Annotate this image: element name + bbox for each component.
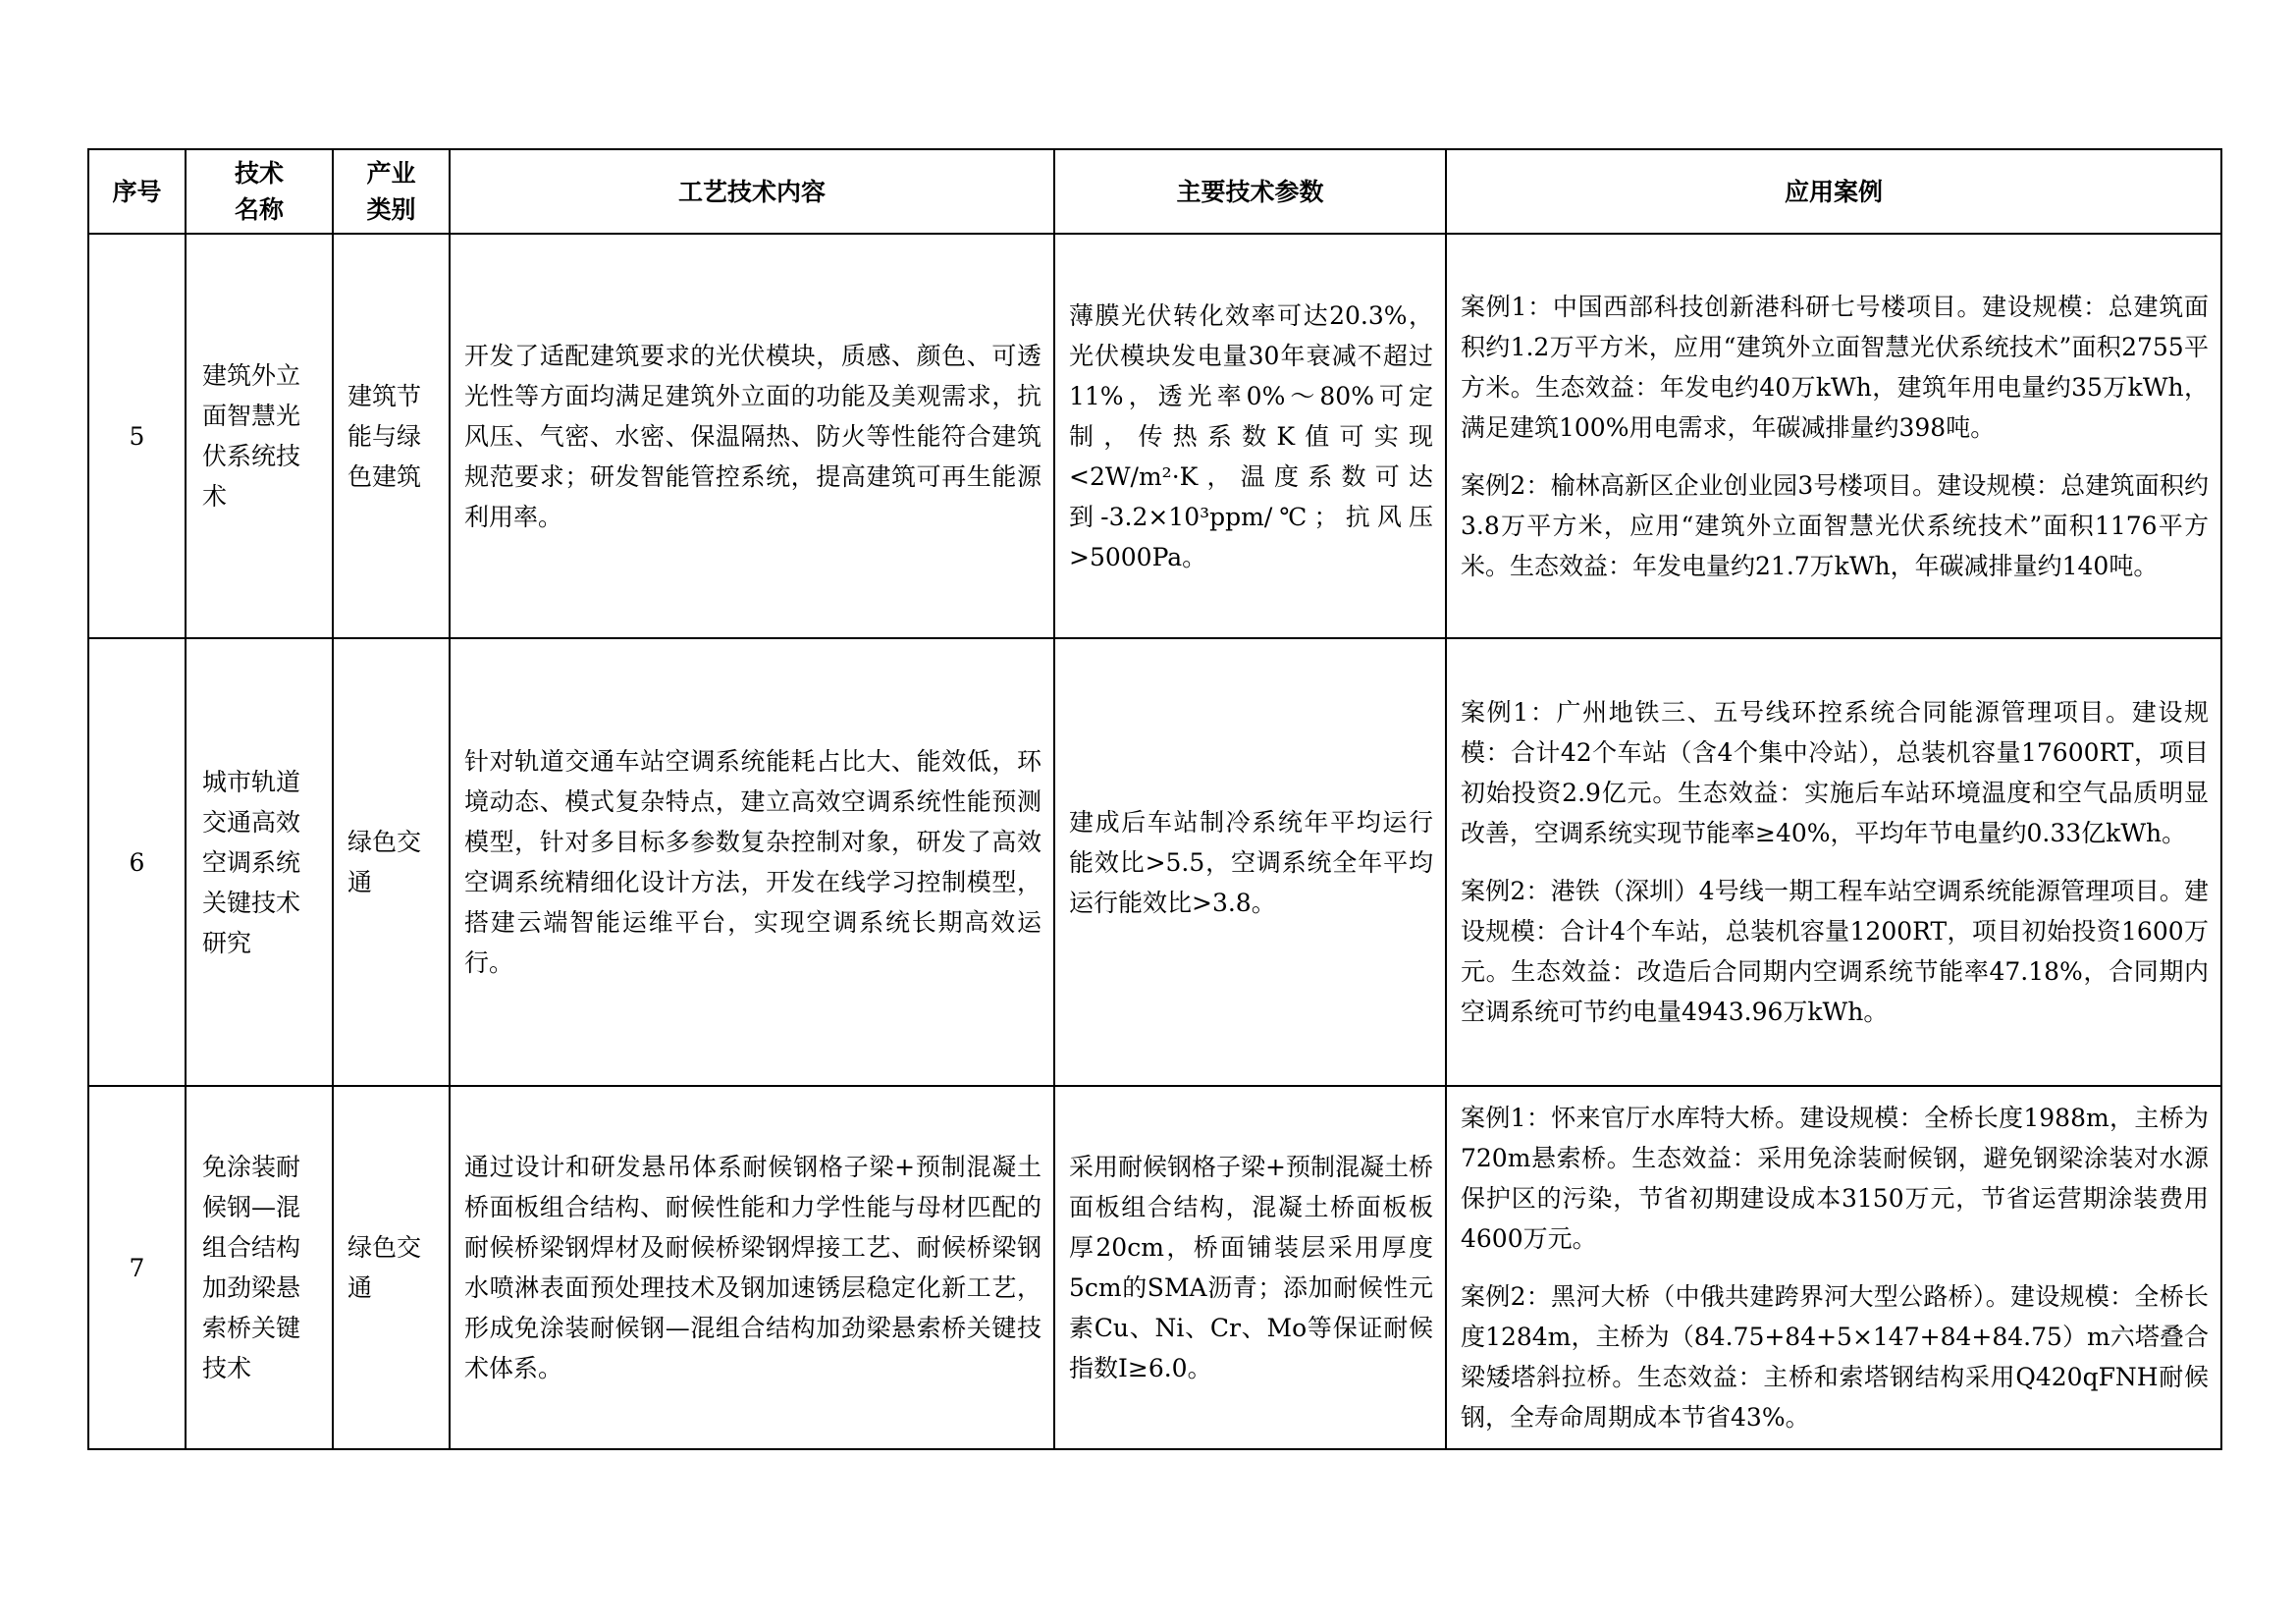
- header-row: [88, 149, 2221, 234]
- technology-table: [87, 148, 2222, 1450]
- case-item: 案例2：港铁（深圳）4号线一期工程车站空调系统能源管理项目。建设规模：合计4个车站，总装机容量1200RT，项目初始投资1600万元。生态效益：改造后合同期内空调系统节能率47.18%，合同期内空调系统可节约电量4943.96万kWh。: [1461, 877, 2209, 1026]
- row-num: 6: [88, 638, 186, 1086]
- case-item: 案例2：榆林高新区企业创业园3号楼项目。建设规模：总建筑面积约3.8万平方米，应用“建筑外立面智慧光伏系统技术”面积1176平方米。生态效益：年发电量约21.7万kWh，年碳减排量约140吨。: [1461, 470, 2209, 580]
- header-process: 工艺技术内容: [450, 149, 1054, 234]
- tech-params: 薄膜光伏转化效率可达20.3%，光伏模块发电量30年衰减不超过11%，透光率0%～80%可定制，传热系数K值可实现<2W/m²·K，温度系数可达到-3.2×10³ppm/℃；抗风压>5000Pa。: [1054, 234, 1446, 638]
- tech-params: 采用耐候钢格子梁+预制混凝土桥面板组合结构，混凝土桥面板板厚20cm，桥面铺装层采用厚度5cm的SMA沥青；添加耐候性元素Cu、Ni、Cr、Mo等保证耐候指数I≥6.0。: [1054, 1086, 1446, 1449]
- application-cases: [1446, 638, 2221, 1086]
- table-row: [88, 234, 2221, 638]
- industry-category: 绿色交通: [333, 1086, 450, 1449]
- table-row: [88, 638, 2221, 1086]
- tech-name: 建筑外立面智慧光伏系统技术: [186, 234, 333, 638]
- case-item: 案例2：黑河大桥（中俄共建跨界河大型公路桥）。建设规模：全桥长度1284m，主桥为（84.75+84+5×147+84+84.75）m六塔叠合梁矮塔斜拉桥。生态效益：主桥和索塔钢结构采用Q420qFNH耐候钢，全寿命周期成本节省43%。: [1461, 1282, 2209, 1432]
- process-content: 开发了适配建筑要求的光伏模块，质感、颜色、可透光性等方面均满足建筑外立面的功能及美观需求，抗风压、气密、水密、保温隔热、防火等性能符合建筑规范要求；研发智能管控系统，提高建筑可再生能源利用率。: [450, 234, 1054, 638]
- case-item: 案例1：广州地铁三、五号线环控系统合同能源管理项目。建设规模：合计42个车站（含4个集中冷站），总装机容量17600RT，项目初始投资2.9亿元。生态效益：实施后车站环境温度和空气品质明显改善，空调系统实现节能率≥40%，平均年节电量约0.33亿kWh。: [1461, 698, 2209, 847]
- application-cases: [1446, 1086, 2221, 1449]
- header-params: 主要技术参数: [1054, 149, 1446, 234]
- case-item: 案例1：怀来官厅水库特大桥。建设规模：全桥长度1988m，主桥为720m悬索桥。生态效益：采用免涂装耐候钢，避免钢梁涂装对水源保护区的污染，节省初期建设成本3150万元，节省运营期涂装费用4600万元。: [1461, 1104, 2209, 1253]
- tech-name: 城市轨道交通高效空调系统关键技术研究: [186, 638, 333, 1086]
- application-cases: [1446, 234, 2221, 638]
- row-num: 5: [88, 234, 186, 638]
- tech-params: 建成后车站制冷系统年平均运行能效比>5.5，空调系统全年平均运行能效比>3.8。: [1054, 638, 1446, 1086]
- header-name: 技术 名称: [186, 149, 333, 234]
- row-num: 7: [88, 1086, 186, 1449]
- table-row: [88, 1086, 2221, 1449]
- header-category: 产业 类别: [333, 149, 450, 234]
- case-item: 案例1：中国西部科技创新港科研七号楼项目。建设规模：总建筑面积约1.2万平方米，应用“建筑外立面智慧光伏系统技术”面积2755平方米。生态效益：年发电约40万kWh，建筑年用电量约35万kWh，满足建筑100%用电需求，年碳减排量约398吨。: [1461, 292, 2209, 442]
- process-content: 针对轨道交通车站空调系统能耗占比大、能效低，环境动态、模式复杂特点，建立高效空调系统性能预测模型，针对多目标多参数复杂控制对象，研发了高效空调系统精细化设计方法，开发在线学习控制模型，搭建云端智能运维平台，实现空调系统长期高效运行。: [450, 638, 1054, 1086]
- industry-category: 建筑节能与绿色建筑: [333, 234, 450, 638]
- header-cases: 应用案例: [1446, 149, 2221, 234]
- tech-name: 免涂装耐候钢—混组合结构加劲梁悬索桥关键技术: [186, 1086, 333, 1449]
- industry-category: 绿色交通: [333, 638, 450, 1086]
- process-content: 通过设计和研发悬吊体系耐候钢格子梁+预制混凝土桥面板组合结构、耐候性能和力学性能与母材匹配的耐候桥梁钢焊材及耐候桥梁钢焊接工艺、耐候桥梁钢水喷淋表面预处理技术及钢加速锈层稳定化新工艺，形成免涂装耐候钢—混组合结构加劲梁悬索桥关键技术体系。: [450, 1086, 1054, 1449]
- header-num: 序号: [88, 149, 186, 234]
